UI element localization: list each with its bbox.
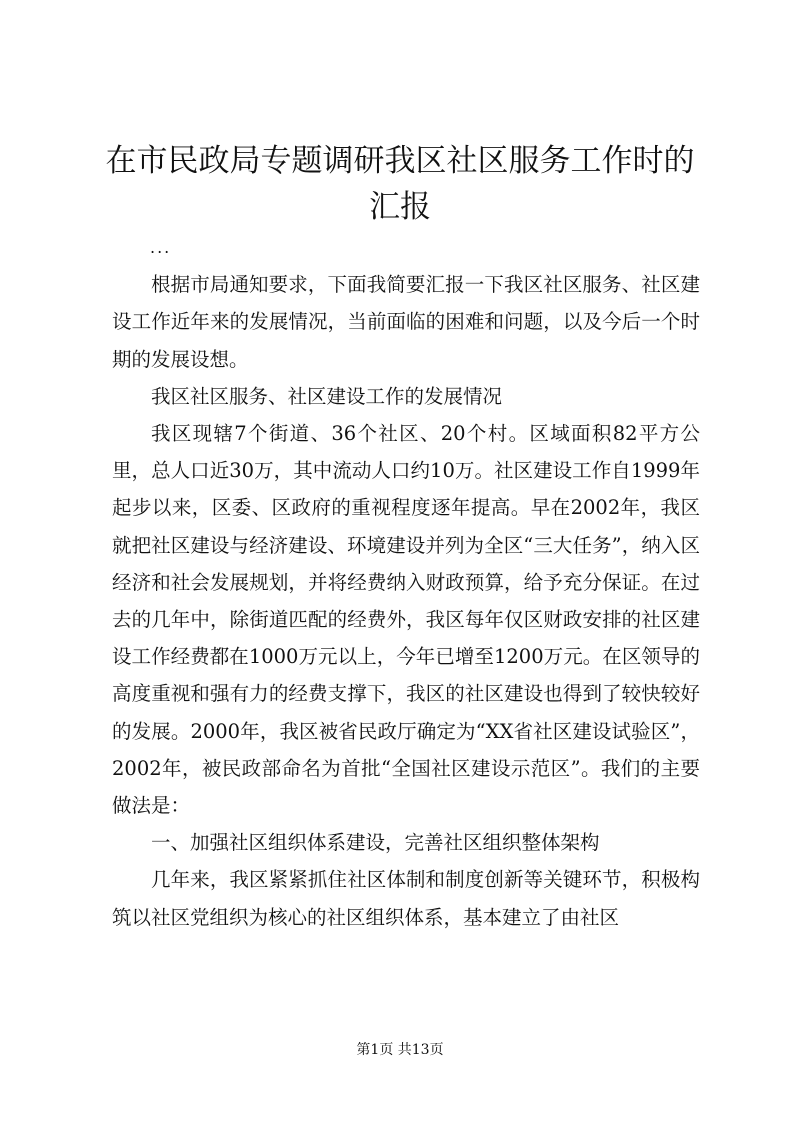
document-body (112, 229, 700, 936)
subsection-heading: 一、加强社区组织体系建设，完善社区组织整体架构 (151, 831, 600, 855)
document-title: 在市民政局专题调研我区社区服务工作时的汇报 (105, 143, 695, 225)
section-heading: 我区社区服务、社区建设工作的发展情况 (151, 384, 503, 408)
paragraph-overview: 我区现辖7个街道、36个社区、20个村。区域面积82平方公里，总人口近30万，其中流动人口约10万。社区建设工作自1999年起步以来，区委、区政府的重视程度逐年提高。早在2002年，我区就把社区建设与经济建设、环境建设并列为全区“三大任务”，纳入区经济和社会发展规划，并将经费纳入财政预算，给予充分保证。在过去的几年中，除街道匹配的经费外，我区每年仅区财政安排的社区建设工作经费都在1000万元以上，今年已增至1200万元。在区领导的高度重视和强有力的经费支撑下，我区的社区建设也得到了较快较好的发展。2000年，我区被省民政厅确定为“XX省社区建设试验区”，2002年，被民政部命名为首批“全国社区建设示范区”。我们的主要做法是： (112, 422, 700, 818)
ellipsis-marker: ... (150, 238, 172, 257)
paragraph-details: 几年来，我区紧紧抓住社区体制和制度创新等关键环节，积极构筑以社区党组织为核心的社区组织体系，基本建立了由社区 (112, 868, 700, 929)
page-number-footer: 第1页 共13页 (356, 1042, 444, 1058)
paragraph-intro: 根据市局通知要求，下面我简要汇报一下我区社区服务、社区建设工作近年来的发展情况，当前面临的困难和问题，以及今后一个时期的发展设想。 (112, 273, 700, 371)
